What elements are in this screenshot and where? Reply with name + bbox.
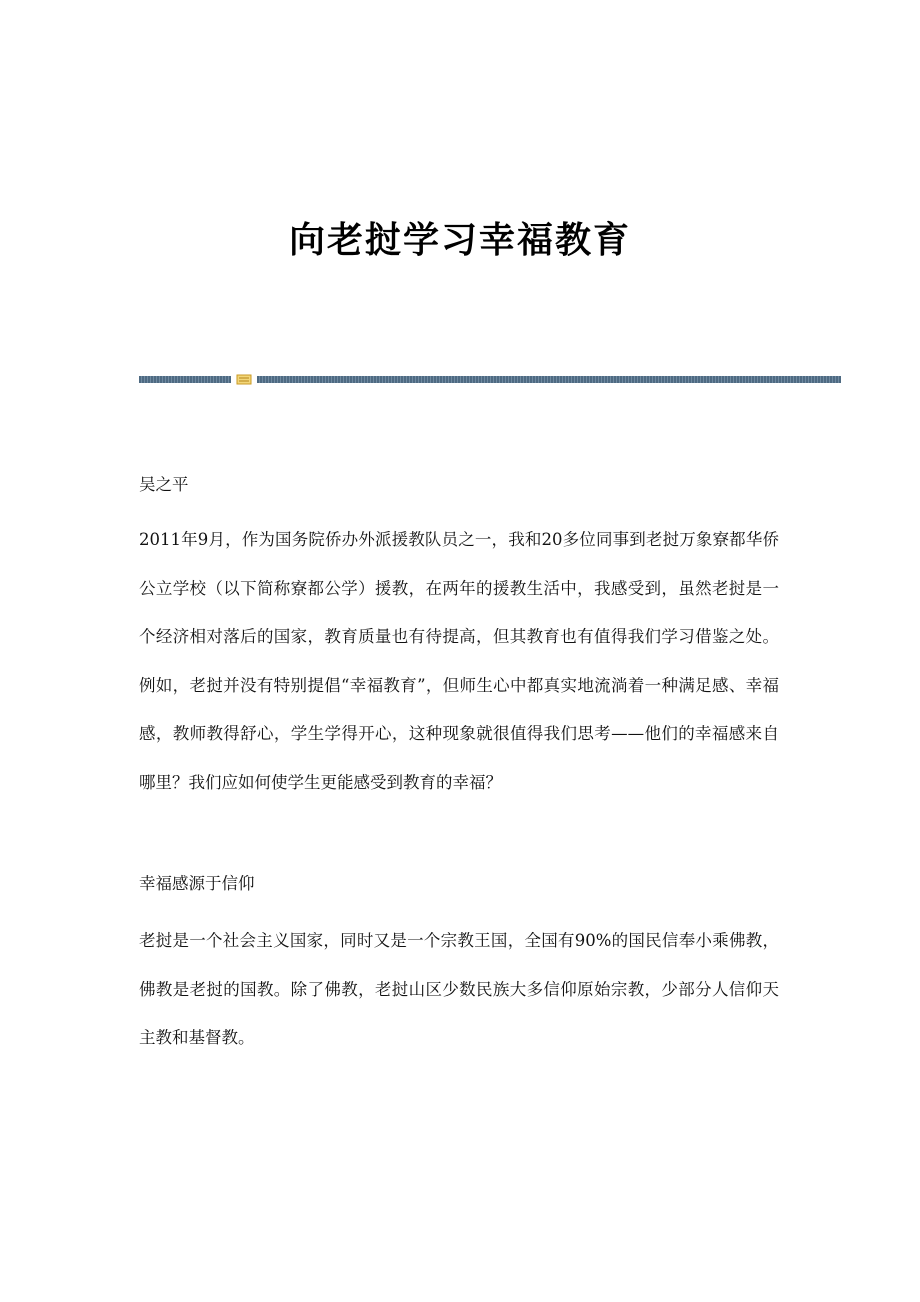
body-paragraph: 老挝是一个社会主义国家，同时又是一个宗教王国，全国有90%的国民信奉小乘佛教，佛教是老挝的国教。除了佛教，老挝山区少数民族大多信仰原始宗教，少部分人信仰天主教和基督教。	[139, 931, 779, 1047]
body-paragraph: 2011年9月，作为国务院侨办外派援教队员之一，我和20多位同事到老挝万象寮都华侨公立学校（以下简称寮都公学）援教，在两年的援教生活中，我感受到，虽然老挝是一个经济相对落后的国家，教育质量也有待提高，但其教育也有值得我们学习借鉴之处。例如，老挝并没有特别提倡“幸福教育”，但师生心中都真实地流淌着一种满足感、幸福感，教师教得舒心，学生学得开心，这种现象就很值得我们思考——他们的幸福感来自哪里？我们应如何使学生更能感受到教育的幸福？	[139, 530, 779, 792]
title-divider	[139, 372, 841, 388]
divider-bar-right	[257, 376, 841, 383]
document-title: 向老挝学习幸福教育	[288, 219, 631, 261]
section-heading: 幸福感源于信仰	[139, 874, 255, 893]
author-name: 吴之平	[139, 475, 189, 494]
divider-bar-left	[139, 376, 231, 383]
divider-ornament-icon	[236, 373, 252, 386]
